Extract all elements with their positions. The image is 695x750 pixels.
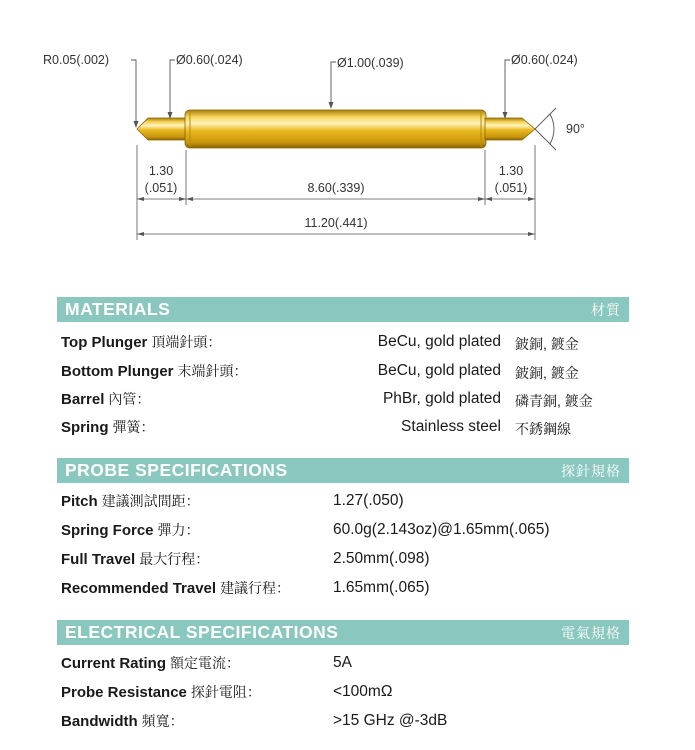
material-value-cn: 鈹銅, 鍍金 xyxy=(515,365,579,381)
material-value: Stainless steel xyxy=(401,418,501,435)
left-plunger xyxy=(137,118,186,140)
material-value: BeCu, gold plated xyxy=(377,333,501,350)
materials-header xyxy=(57,297,629,322)
left-length-inch-label: (.051) xyxy=(144,181,178,195)
probe-technical-drawing xyxy=(0,0,695,260)
spec-row-pitch xyxy=(61,490,200,512)
electrical-row-probe-resistance xyxy=(61,681,261,703)
material-row-spring xyxy=(61,416,155,438)
material-label: Bottom Plunger xyxy=(61,363,174,380)
total-length-label: 11.20(.441) xyxy=(304,216,368,230)
spec-value: 2.50mm(.098) xyxy=(333,550,430,567)
material-label-cn: 末端針頭： xyxy=(177,363,248,379)
radius-label: R0.05(.002) xyxy=(43,53,110,67)
material-label-cn: 頂端針頭： xyxy=(151,334,222,350)
spec-label: Pitch xyxy=(61,493,98,510)
electrical-specs-header xyxy=(57,620,629,645)
angle-label: 90° xyxy=(566,122,585,136)
spec-row-recommended-travel xyxy=(61,577,290,599)
material-row-top-plunger xyxy=(61,331,221,353)
material-value-cn: 不銹鋼線 xyxy=(515,421,571,437)
electrical-specs-title-cn: 電氣規格 xyxy=(561,624,621,641)
electrical-value: >15 GHz @-3dB xyxy=(333,712,448,729)
barrel xyxy=(185,110,486,148)
probe-body xyxy=(137,110,535,148)
material-label-cn: 彈簧： xyxy=(112,419,155,435)
probe-specs-title-cn: 探針規格 xyxy=(561,462,621,479)
left-length-label: 1.30 xyxy=(148,164,174,178)
material-value: BeCu, gold plated xyxy=(377,362,501,379)
spec-row-full-travel xyxy=(61,548,209,570)
spec-value: 1.27(.050) xyxy=(333,492,404,509)
spec-label-cn: 最大行程： xyxy=(139,551,210,567)
materials-title: MATERIALS xyxy=(65,299,171,319)
spec-label-cn: 彈力： xyxy=(157,522,200,538)
material-label: Barrel xyxy=(61,391,105,408)
materials-title-cn: 材質 xyxy=(591,301,621,318)
barrel-length-label: 8.60(.339) xyxy=(307,181,365,195)
spec-label: Spring Force xyxy=(61,522,154,539)
angle-mark xyxy=(535,108,556,150)
electrical-value: <100mΩ xyxy=(333,683,393,700)
left-tip-diameter-label: Ø0.60(.024) xyxy=(176,53,243,67)
electrical-value: 5A xyxy=(333,654,352,671)
spec-label-cn: 建議行程： xyxy=(220,580,291,596)
spec-label-cn: 建議測試間距： xyxy=(101,493,200,509)
electrical-label: Bandwidth xyxy=(61,713,138,730)
material-row-barrel xyxy=(61,388,150,410)
electrical-row-bandwidth xyxy=(61,710,184,732)
right-length-label: 1.30 xyxy=(498,164,524,178)
spec-row-spring-force xyxy=(61,519,200,541)
spec-label: Full Travel xyxy=(61,551,136,568)
electrical-specs-title: ELECTRICAL SPECIFICATIONS xyxy=(65,622,339,642)
material-value: PhBr, gold plated xyxy=(382,390,501,407)
right-plunger xyxy=(485,118,535,140)
electrical-label-cn: 頻寬： xyxy=(141,713,184,729)
electrical-label: Current Rating xyxy=(61,655,166,672)
right-tip-diameter-label: Ø0.60(.024) xyxy=(511,53,578,67)
material-value-cn: 鈹銅, 鍍金 xyxy=(515,336,579,352)
electrical-label-cn: 探針電阻： xyxy=(190,684,261,700)
electrical-label-cn: 額定電流： xyxy=(170,655,240,671)
material-value-cn: 磷青銅, 鍍金 xyxy=(515,393,593,409)
right-length-inch-label: (.051) xyxy=(494,181,528,195)
electrical-row-current-rating xyxy=(61,652,240,674)
probe-specs-header xyxy=(57,458,629,483)
spec-label: Recommended Travel xyxy=(61,580,217,597)
material-label-cn: 內管： xyxy=(108,391,151,407)
spec-value: 1.65mm(.065) xyxy=(333,579,430,596)
material-label: Spring xyxy=(61,419,109,436)
material-label: Top Plunger xyxy=(61,334,148,351)
probe-specs-title: PROBE SPECIFICATIONS xyxy=(65,460,288,480)
electrical-label: Probe Resistance xyxy=(61,684,187,701)
barrel-diameter-label: Ø1.00(.039) xyxy=(337,56,404,70)
spec-value: 60.0g(2.143oz)@1.65mm(.065) xyxy=(333,521,550,538)
